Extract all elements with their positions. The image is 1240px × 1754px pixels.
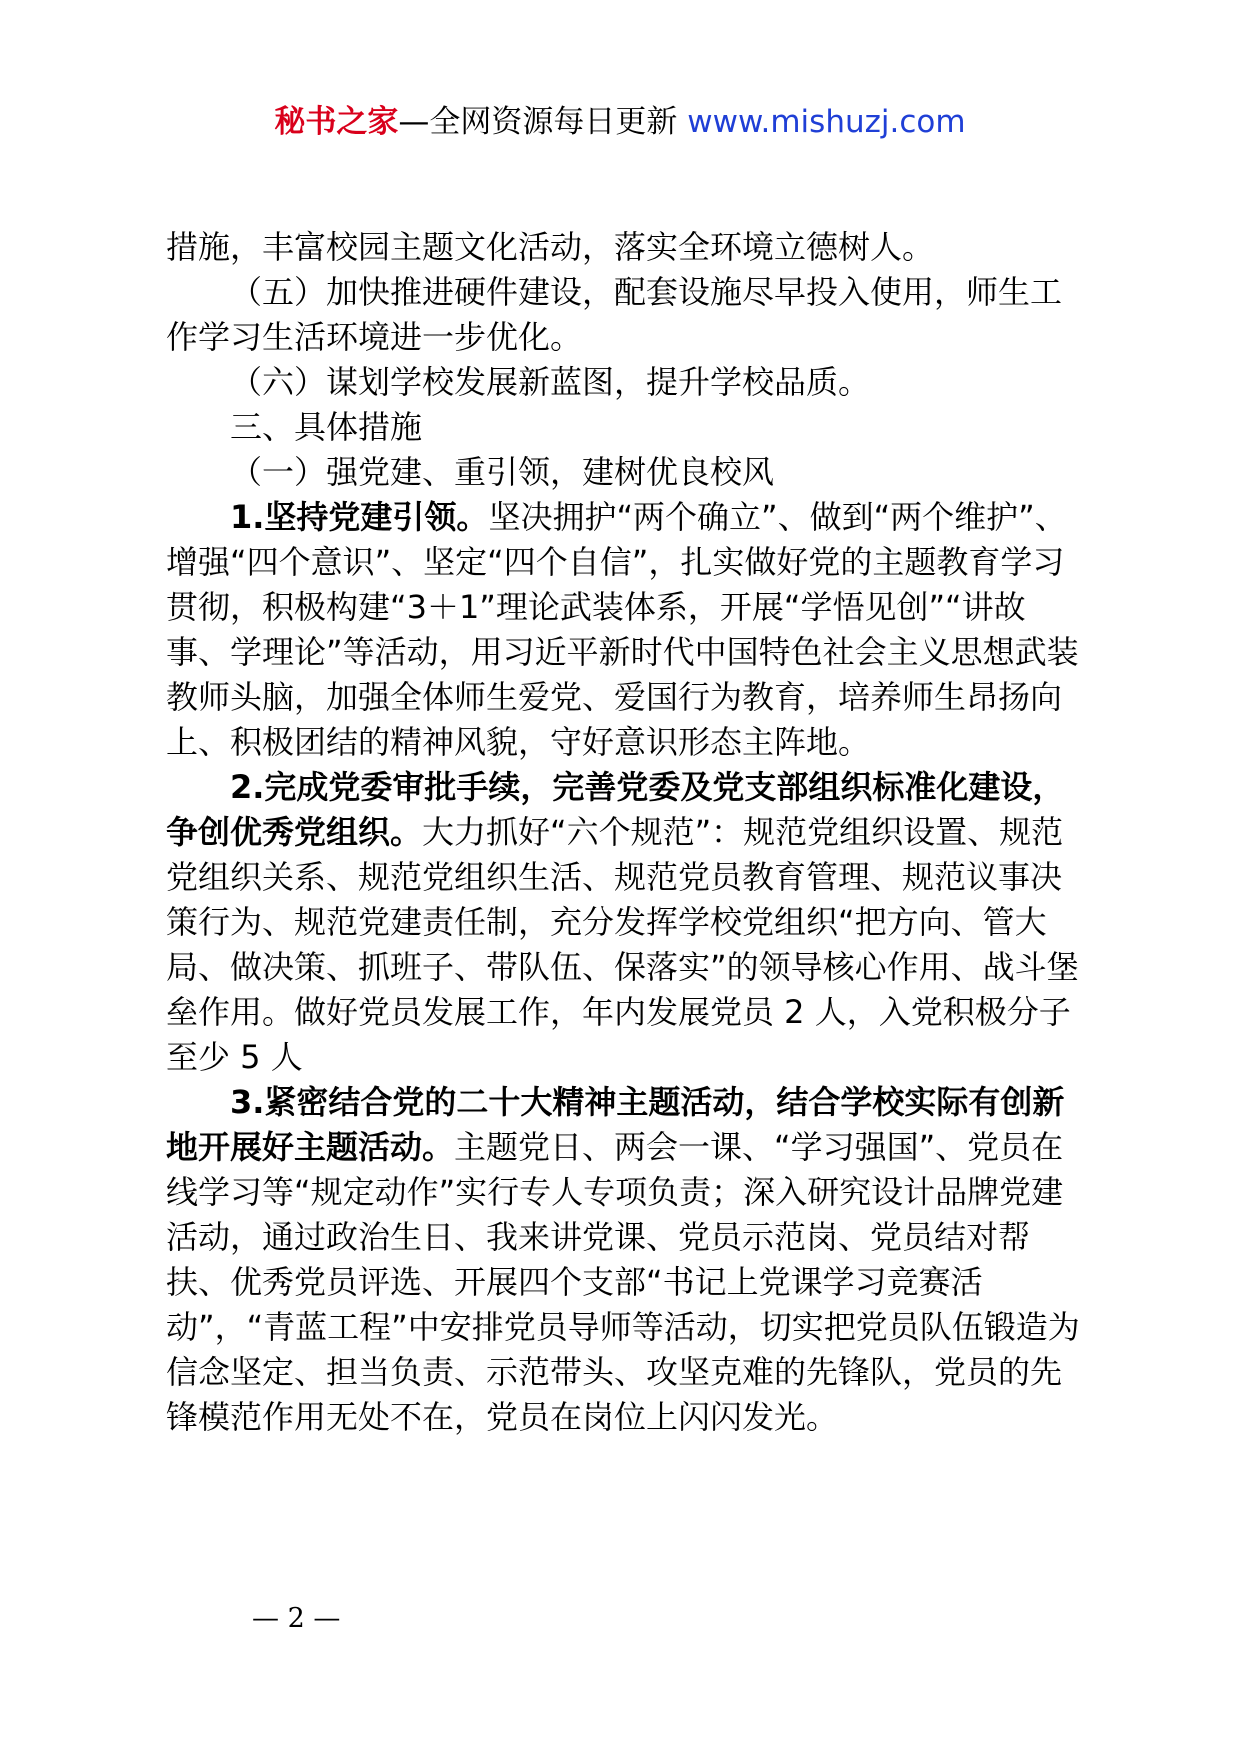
measure-2-body: 大力抓好“六个规范”：规范党组织设置、规范党组织关系、规范党组织生活、规范党员教育管理、规范议事决策行为、规范党建责任制，充分发挥学校党组织“把方向、管大局、做决策、抓班子、带队伍、保落实”的领导核心作用、战斗堡垒作用。做好党员发展工作，年内发展党员 2 人，入党积极分子至少 5 人	[166, 813, 1079, 1076]
paragraph-measure-3	[166, 1080, 1086, 1440]
subsection-heading-one: （一）强党建、重引领，建树优良校风	[230, 453, 775, 491]
paragraph-item-six: （六）谋划学校发展新蓝图，提升学校品质。	[230, 363, 871, 401]
measure-1-body: 坚决拥护“两个确立”、做到“两个维护”、增强“四个意识”、坚定“四个自信”，扎实做好党的主题教育学习贯彻，积极构建“3＋1”理论武装体系，开展“学悟见创”“讲故事、学理论”等活动，用习近平新时代中国特色社会主义思想武装教师头脑，加强全体师生爱党、爱国行为教育，培养师生昂扬向上、积极团结的精神风貌，守好意识形态主阵地。	[166, 498, 1079, 761]
section-heading-measures: 三、具体措施	[230, 408, 423, 446]
page-number: — 2 —	[252, 1603, 341, 1634]
site-header	[0, 100, 1240, 144]
site-url-link[interactable]: www.mishuzj.com	[687, 104, 966, 140]
paragraph-continued: 措施，丰富校园主题文化活动，落实全环境立德树人。	[166, 228, 935, 266]
measure-1-heading: 1.坚持党建引领。	[230, 498, 489, 536]
site-brand: 秘书之家	[274, 104, 399, 140]
site-tagline: —全网资源每日更新	[398, 104, 688, 140]
paragraph-measure-2	[166, 765, 1086, 1080]
document-body	[166, 225, 1086, 1440]
paragraph-item-five: （五）加快推进硬件建设，配套设施尽早投入使用，师生工作学习生活环境进一步优化。	[166, 273, 1063, 356]
measure-2-heading: 2.完成党委审批手续，完善党委及党支部组织标准化建设，争创优秀党组织。	[166, 768, 1065, 851]
measure-3-heading: 3.紧密结合党的二十大精神主题活动，结合学校实际有创新地开展好主题活动。	[166, 1083, 1065, 1166]
measure-3-body: 主题党日、两会一课、“学习强国”、党员在线学习等“规定动作”实行专人专项负责；深入研究设计品牌党建活动，通过政治生日、我来讲党课、党员示范岗、党员结对帮扶、优秀党员评选、开展四个支部“书记上党课学习竞赛活动”，“青蓝工程”中安排党员导师等活动，切实把党员队伍锻造为信念坚定、担当负责、示范带头、攻坚克难的先锋队，党员的先锋模范作用无处不在，党员在岗位上闪闪发光。	[166, 1128, 1080, 1436]
paragraph-measure-1	[166, 495, 1086, 765]
